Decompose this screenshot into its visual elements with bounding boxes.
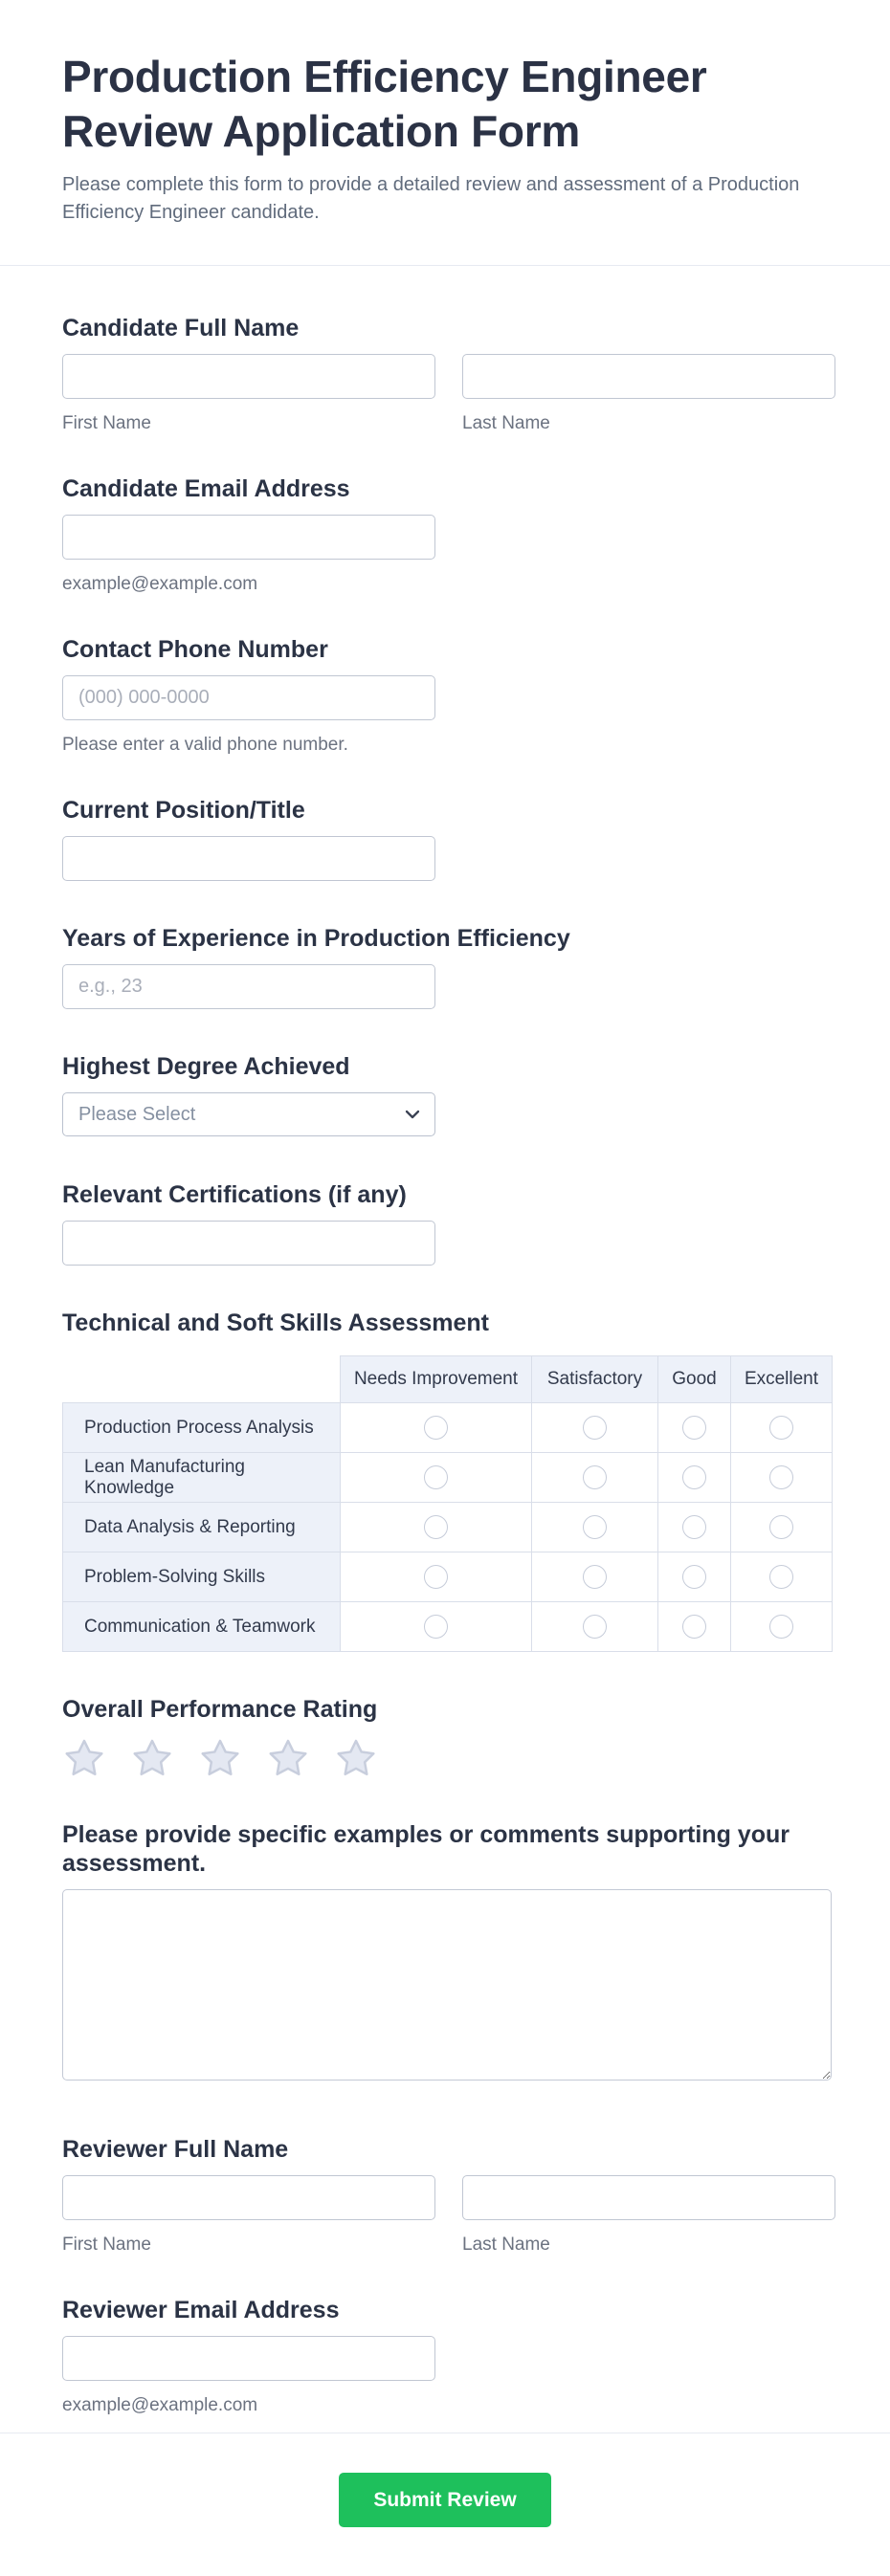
reviewer-first-name-input[interactable] bbox=[62, 2175, 435, 2220]
question-comments bbox=[62, 1820, 832, 2085]
question-candidate-name bbox=[62, 314, 832, 432]
star-icon[interactable] bbox=[130, 1736, 174, 1780]
rating-label: Overall Performance Rating bbox=[62, 1696, 378, 1723]
degree-label: Highest Degree Achieved bbox=[62, 1053, 350, 1080]
candidate-last-name-input[interactable] bbox=[462, 354, 835, 399]
question-phone bbox=[62, 635, 832, 754]
matrix-row-label: Production Process Analysis bbox=[63, 1403, 341, 1453]
question-certifications bbox=[62, 1180, 832, 1266]
matrix-row-label: Data Analysis & Reporting bbox=[63, 1503, 341, 1552]
matrix-radio[interactable] bbox=[682, 1615, 706, 1639]
matrix-radio[interactable] bbox=[682, 1416, 706, 1440]
question-rating bbox=[62, 1695, 832, 1780]
matrix-row bbox=[63, 1552, 833, 1602]
matrix-row-label: Lean Manufacturing Knowledge bbox=[63, 1453, 341, 1503]
matrix-radio[interactable] bbox=[583, 1615, 607, 1639]
degree-select[interactable] bbox=[62, 1092, 435, 1136]
certifications-label: Relevant Certifications (if any) bbox=[62, 1181, 407, 1208]
matrix-column-header: Excellent bbox=[731, 1356, 833, 1403]
reviewer-email-input[interactable] bbox=[62, 2336, 435, 2381]
matrix-radio[interactable] bbox=[583, 1565, 607, 1589]
phone-label: Contact Phone Number bbox=[62, 636, 328, 663]
matrix-radio[interactable] bbox=[583, 1416, 607, 1440]
matrix-row bbox=[63, 1602, 833, 1652]
question-reviewer-name bbox=[62, 2135, 832, 2254]
submit-review-button[interactable]: Submit Review bbox=[339, 2473, 551, 2527]
reviewer-name-label: Reviewer Full Name bbox=[62, 2136, 289, 2163]
experience-input[interactable] bbox=[62, 964, 435, 1009]
reviewer-email-sublabel: example@example.com bbox=[62, 2395, 258, 2415]
matrix-radio[interactable] bbox=[424, 1565, 448, 1589]
star-icon[interactable] bbox=[334, 1736, 378, 1780]
matrix-row-label: Problem-Solving Skills bbox=[63, 1552, 341, 1602]
question-position bbox=[62, 796, 832, 881]
matrix-radio[interactable] bbox=[424, 1515, 448, 1539]
question-candidate-email bbox=[62, 474, 832, 593]
phone-input[interactable] bbox=[62, 675, 435, 720]
matrix-corner-cell bbox=[63, 1356, 341, 1403]
form-header bbox=[0, 0, 890, 266]
matrix-column-header: Good bbox=[658, 1356, 731, 1403]
star-icon[interactable] bbox=[198, 1736, 242, 1780]
matrix-radio[interactable] bbox=[424, 1615, 448, 1639]
form-body bbox=[0, 266, 890, 2433]
matrix-radio[interactable] bbox=[769, 1465, 793, 1489]
matrix-radio[interactable] bbox=[769, 1416, 793, 1440]
candidate-first-name-input[interactable] bbox=[62, 354, 435, 399]
matrix-radio[interactable] bbox=[682, 1465, 706, 1489]
question-experience bbox=[62, 924, 832, 1009]
matrix-radio[interactable] bbox=[424, 1416, 448, 1440]
matrix-radio[interactable] bbox=[769, 1565, 793, 1589]
matrix-radio[interactable] bbox=[583, 1465, 607, 1489]
certifications-input[interactable] bbox=[62, 1221, 435, 1266]
star-rating bbox=[62, 1736, 832, 1780]
candidate-first-name-sublabel: First Name bbox=[62, 413, 151, 433]
skills-matrix-table bbox=[62, 1355, 833, 1652]
matrix-radio[interactable] bbox=[424, 1465, 448, 1489]
comments-label: Please provide specific examples or comments supporting your assessment. bbox=[62, 1821, 790, 1877]
matrix-radio[interactable] bbox=[682, 1565, 706, 1589]
reviewer-email-label: Reviewer Email Address bbox=[62, 2297, 340, 2323]
position-label: Current Position/Title bbox=[62, 797, 305, 824]
skills-matrix-label: Technical and Soft Skills Assessment bbox=[62, 1310, 489, 1336]
matrix-radio[interactable] bbox=[682, 1515, 706, 1539]
star-icon[interactable] bbox=[62, 1736, 106, 1780]
star-icon[interactable] bbox=[266, 1736, 310, 1780]
reviewer-first-name-sublabel: First Name bbox=[62, 2235, 151, 2255]
matrix-radio[interactable] bbox=[769, 1515, 793, 1539]
matrix-row bbox=[63, 1453, 833, 1503]
comments-textarea[interactable] bbox=[62, 1889, 832, 2081]
candidate-email-input[interactable] bbox=[62, 515, 435, 560]
matrix-column-header: Needs Improvement bbox=[341, 1356, 532, 1403]
matrix-column-header: Satisfactory bbox=[532, 1356, 658, 1403]
candidate-email-sublabel: example@example.com bbox=[62, 574, 258, 594]
experience-label: Years of Experience in Production Efficiency bbox=[62, 925, 570, 952]
reviewer-last-name-sublabel: Last Name bbox=[462, 2235, 550, 2255]
reviewer-last-name-input[interactable] bbox=[462, 2175, 835, 2220]
matrix-row bbox=[63, 1503, 833, 1552]
question-degree bbox=[62, 1052, 832, 1136]
candidate-last-name-sublabel: Last Name bbox=[462, 413, 550, 433]
matrix-row-label: Communication & Teamwork bbox=[63, 1602, 341, 1652]
matrix-radio[interactable] bbox=[769, 1615, 793, 1639]
form-title: Production Efficiency Engineer Review Application Form bbox=[62, 52, 707, 156]
question-reviewer-email bbox=[62, 2296, 832, 2414]
candidate-name-label: Candidate Full Name bbox=[62, 315, 300, 341]
submit-section bbox=[0, 2433, 890, 2576]
matrix-row bbox=[63, 1403, 833, 1453]
form-subtitle: Please complete this form to provide a detailed review and assessment of a Production Efficiency Engineer candidate. bbox=[62, 174, 800, 223]
position-input[interactable] bbox=[62, 836, 435, 881]
question-skills-matrix bbox=[62, 1309, 832, 1652]
phone-sublabel: Please enter a valid phone number. bbox=[62, 735, 348, 755]
candidate-email-label: Candidate Email Address bbox=[62, 475, 350, 502]
matrix-radio[interactable] bbox=[583, 1515, 607, 1539]
